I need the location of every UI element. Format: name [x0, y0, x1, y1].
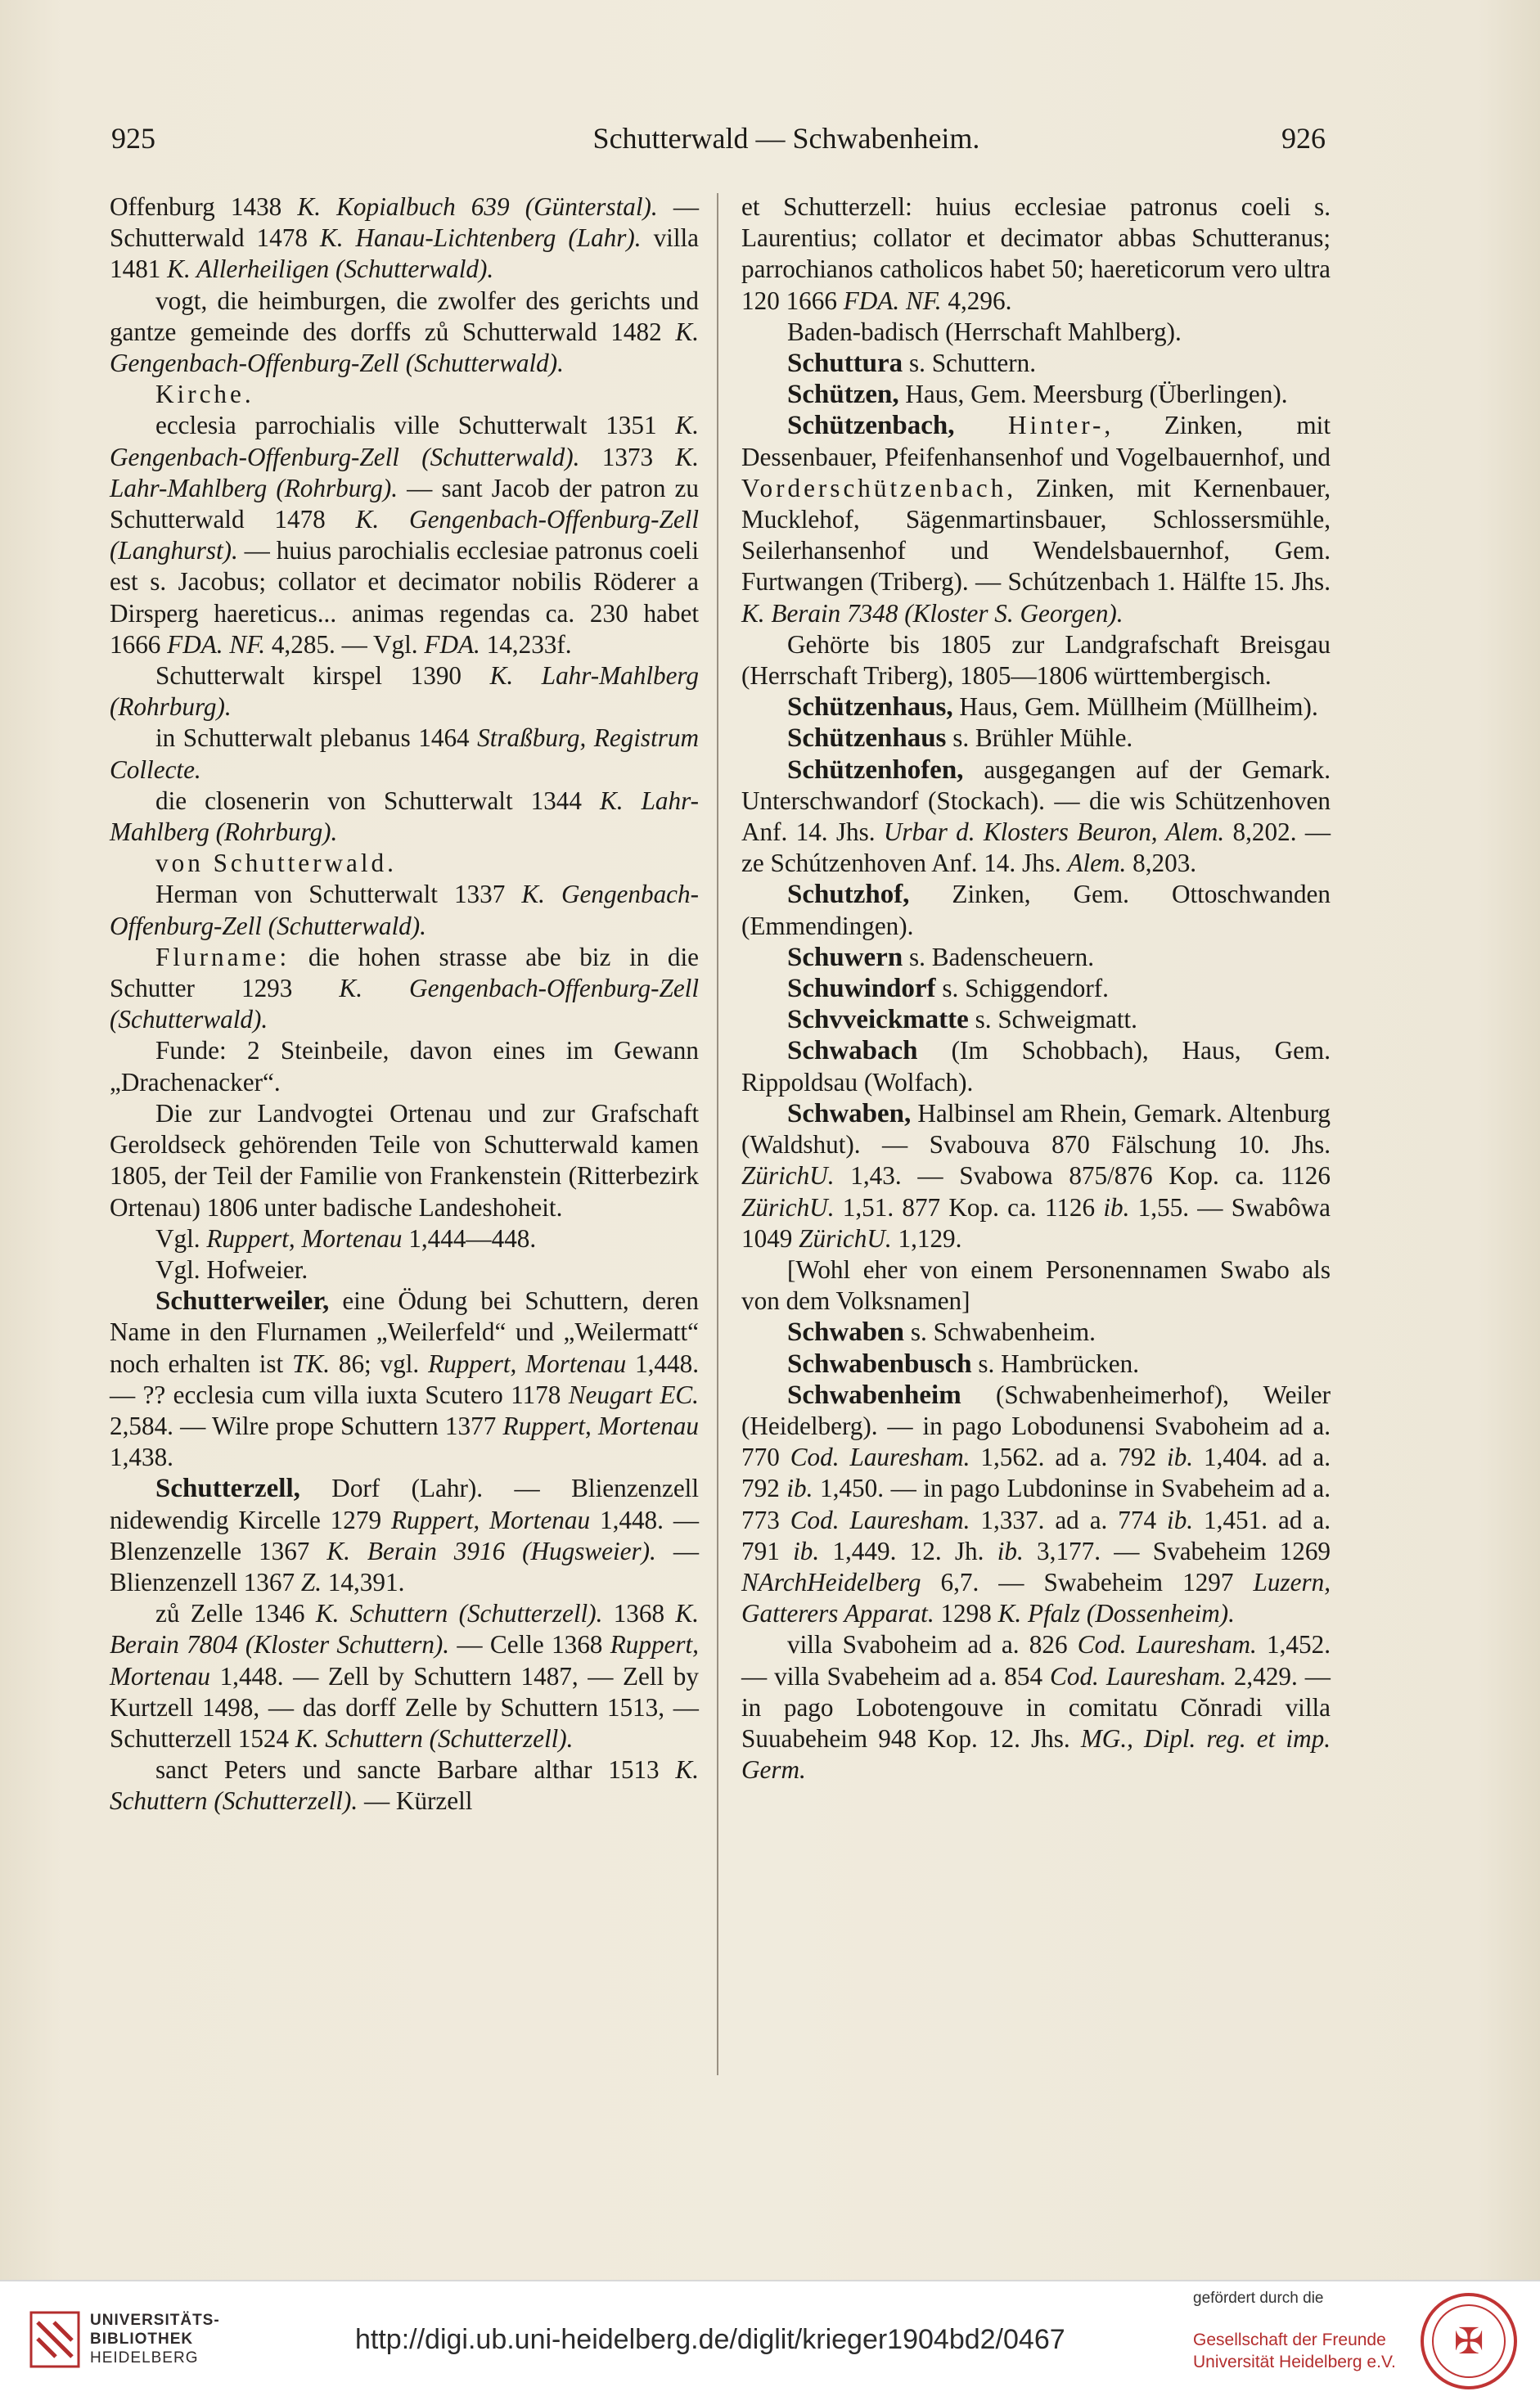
paragraph: Gehörte bis 1805 zur Landgrafschaft Breisgau (Herrschaft Triberg), 1805—1806 württembergisch.	[741, 629, 1331, 691]
library-name: UNIVERSITÄTS- BIBLIOTHEK HEIDELBERG	[90, 2312, 220, 2367]
permalink-url[interactable]: http://digi.ub.uni-heidelberg.de/diglit/krieger1904bd2/0467	[355, 2324, 1065, 2355]
paragraph: vogt, die heimburgen, die zwolfer des gerichts und gantze gemeinde des dorffs zů Schutterwald 1482 K. Gengenbach-Offenburg-Zell (Schutterwald).	[110, 286, 699, 378]
paragraph: Schutzhof, Zinken, Gem. Ottoschwanden (Emmendingen).	[741, 880, 1331, 940]
paragraph: die closenerin von Schutterwalt 1344 K. Lahr-Mahlberg (Rohrburg).	[110, 786, 700, 847]
paragraph: Baden-badisch (Herrschaft Mahlberg).	[787, 317, 1182, 346]
paragraph: Schützen, Haus, Gem. Meersburg (Überlingen).	[787, 380, 1288, 410]
paragraph: von Schutterwald.	[155, 849, 397, 878]
paragraph: et Schutterzell: huius ecclesiae patronus coeli s. Laurentius; collator et decimator abbas Schutteranus; parrochianos catholicos habet 50; haereticorum vero ultra 120 1666 FDA. NF. 4,296.	[741, 192, 1331, 315]
page-number-right: 926	[1281, 122, 1326, 155]
paragraph: zů Zelle 1346 K. Schuttern (Schutterzell). 1368 K. Berain 7804 (Kloster Schuttern). — Celle 1368 Ruppert, Mortenau 1,448. — Zell by Schuttern 1487, — Zell by Kurtzell 1498, — das dorff Zelle by Schuttern 1513, — Schutterzell 1524 K. Schuttern (Schutterzell).	[110, 1599, 699, 1753]
paragraph: Flurname: die hohen strasse abe biz in die Schutter 1293 K. Gengenbach-Offenburg-Zell (Schutterwald).	[110, 942, 699, 1034]
column-divider	[717, 193, 718, 2075]
running-title: Schutterwald — Schwabenheim.	[592, 122, 980, 155]
page-header	[0, 121, 1540, 170]
paragraph: [Wohl eher von einem Personennamen Swabo als von dem Volksnamen]	[741, 1254, 1331, 1316]
paragraph: Schwaben s. Schwabenheim.	[787, 1317, 1096, 1348]
paragraph: in Schutterwalt plebanus 1464 Straßburg, Registrum Collecte.	[110, 723, 699, 784]
paragraph: Schuttura s. Schuttern.	[787, 349, 1037, 379]
paragraph: Schvveickmatte s. Schweigmatt.	[787, 1005, 1137, 1035]
paragraph: Schützenbach, Hinter-, Zinken, mit Dessenbauer, Pfeifenhansenhof und Vogelbauernhof, und Vorderschützenbach, Zinken, mit Kernenbauer, Mucklehof, Sägenmartinsbauer, Schlossersmühle, Seilerhansenhof und Wendelsbauernhof, Gem. Furtwangen (Triberg). — Schútzenbach 1. Hälfte 15. Jhs. K. Berain 7348 (Kloster S. Georgen).	[741, 411, 1331, 628]
paragraph: Vgl. Hofweier.	[155, 1254, 308, 1284]
paragraph: Schützenhaus s. Brühler Mühle.	[787, 723, 1133, 754]
paragraph: Schwabach (Im Schobbach), Haus, Gem. Rippoldsau (Wolfach).	[741, 1036, 1331, 1097]
paragraph: Schützenhaus, Haus, Gem. Müllheim (Müllheim).	[787, 692, 1318, 723]
right-column	[741, 191, 1331, 1786]
sponsor-label: gefördert durch die	[1193, 2290, 1324, 2307]
paragraph: sanct Peters und sancte Barbare althar 1513 K. Schuttern (Schutterzell). — Kürzell	[110, 1755, 699, 1816]
paragraph: Schwabenbusch s. Hambrücken.	[787, 1349, 1139, 1379]
paragraph: Funde: 2 Steinbeile, davon eines im Gewann „Drachenacker“.	[110, 1036, 699, 1097]
paragraph: Kirche.	[155, 380, 254, 409]
paragraph: Schwaben, Halbinsel am Rhein, Gemark. Altenburg (Waldshut). — Svabouva 870 Fälschung 10. Jhs. ZürichU. 1,43. — Svabowa 875/876 Kop. ca. 1126 ZürichU. 1,51. 877 Kop. ca. 1126 ib. 1,55. — Swabôwa 1049 ZürichU. 1,129.	[741, 1098, 1331, 1253]
paragraph: Schuwindorf s. Schiggendorf.	[787, 974, 1109, 1004]
society-name[interactable]: Gesellschaft der Freunde Universität Heidelberg e.V.	[1193, 2331, 1396, 2371]
paragraph: Schützenhofen, ausgegangen auf der Gemark. Unterschwandorf (Stockach). — die wis Schützenhoven Anf. 14. Jhs. Urbar d. Klosters Beuron, Alem. 8,202. — ze Schútzenhoven Anf. 14. Jhs. Alem. 8,203.	[741, 754, 1331, 878]
left-column	[110, 191, 699, 1817]
paragraph: Schuwern s. Badenscheuern.	[787, 942, 1095, 972]
paragraph: Herman von Schutterwalt 1337 K. Gengenbach-Offenburg-Zell (Schutterwald).	[110, 880, 699, 940]
paragraph: Schutterzell, Dorf (Lahr). — Blienzenzell nidewendig Kircelle 1279 Ruppert, Mortenau 1,448. — Blenzenzelle 1367 K. Berain 3916 (Hugsweier). — Blienzenzell 1367 Z. 14,391.	[110, 1474, 700, 1597]
paragraph: Schutterweiler, eine Ödung bei Schuttern, deren Name in den Flurnamen „Weilerfeld“ und „Weilermatt“ noch erhalten ist TK. 86; vgl. Ruppert, Mortenau 1,448. — ?? ecclesia cum villa iuxta Scutero 1178 Neugart EC. 2,584. — Wilre prope Schuttern 1377 Ruppert, Mortenau 1,438.	[110, 1286, 699, 1472]
university-seal-icon: ✠	[1421, 2293, 1517, 2389]
page-number-left: 925	[111, 122, 155, 155]
paragraph: Die zur Landvogtei Ortenau und zur Grafschaft Geroldseck gehörenden Teile von Schutterwald kamen 1805, der Teil der Familie von Frankenstein (Ritterbezirk Ortenau) 1806 unter badische Landeshoheit.	[110, 1098, 699, 1222]
paragraph: villa Svaboheim ad a. 826 Cod. Lauresham. 1,452. — villa Svabeheim ad a. 854 Cod. Lauresham. 2,429. — in pago Lobotengouve in comitatu Cŏnradi villa Suuabeheim 948 Kop. 12. Jhs. MG., Dipl. reg. et imp. Germ.	[741, 1630, 1331, 1785]
viewer-footer	[0, 2280, 1540, 2396]
paragraph: Schutterwalt kirspel 1390 K. Lahr-Mahlberg (Rohrburg).	[110, 661, 699, 722]
paragraph: Offenburg 1438 K. Kopialbuch 639 (Günterstal). — Schutterwald 1478 K. Hanau-Lichtenberg (Lahr). villa 1481 K. Allerheiligen (Schutterwald).	[110, 192, 699, 284]
paragraph: Schwabenheim (Schwabenheimerhof), Weiler (Heidelberg). — in pago Lobodunensi Svaboheim ad a. 770 Cod. Lauresham. 1,562. ad a. 792 ib. 1,404. ad a. 792 ib. 1,450. — in pago Lubdoninse in Svabeheim ad a. 773 Cod. Lauresham. 1,337. ad a. 774 ib. 1,451. ad a. 791 ib. 1,449. 12. Jh. ib. 3,177. — Svabeheim 1269 NArchHeidelberg 6,7. — Swabeheim 1297 Luzern, Gatterers Apparat. 1298 K. Pfalz (Dossenheim).	[741, 1380, 1331, 1628]
paragraph: Vgl. Ruppert, Mortenau 1,444—448.	[155, 1223, 537, 1253]
paragraph: ecclesia parrochialis ville Schutterwalt 1351 K. Gengenbach-Offenburg-Zell (Schutterwald). 1373 K. Lahr-Mahlberg (Rohrburg). — sant Jacob der patron zu Schutterwald 1478 K. Gengenbach-Offenburg-Zell (Langhurst). — huius parochialis ecclesiae patronus coeli est s. Jacobus; collator et decimator nobilis Röderer a Dirsperg haereticus... animas regendas ca. 230 habet 1666 FDA. NF. 4,285. — Vgl. FDA. 14,233f.	[110, 411, 700, 659]
ub-heidelberg-logo-icon	[29, 2311, 80, 2368]
